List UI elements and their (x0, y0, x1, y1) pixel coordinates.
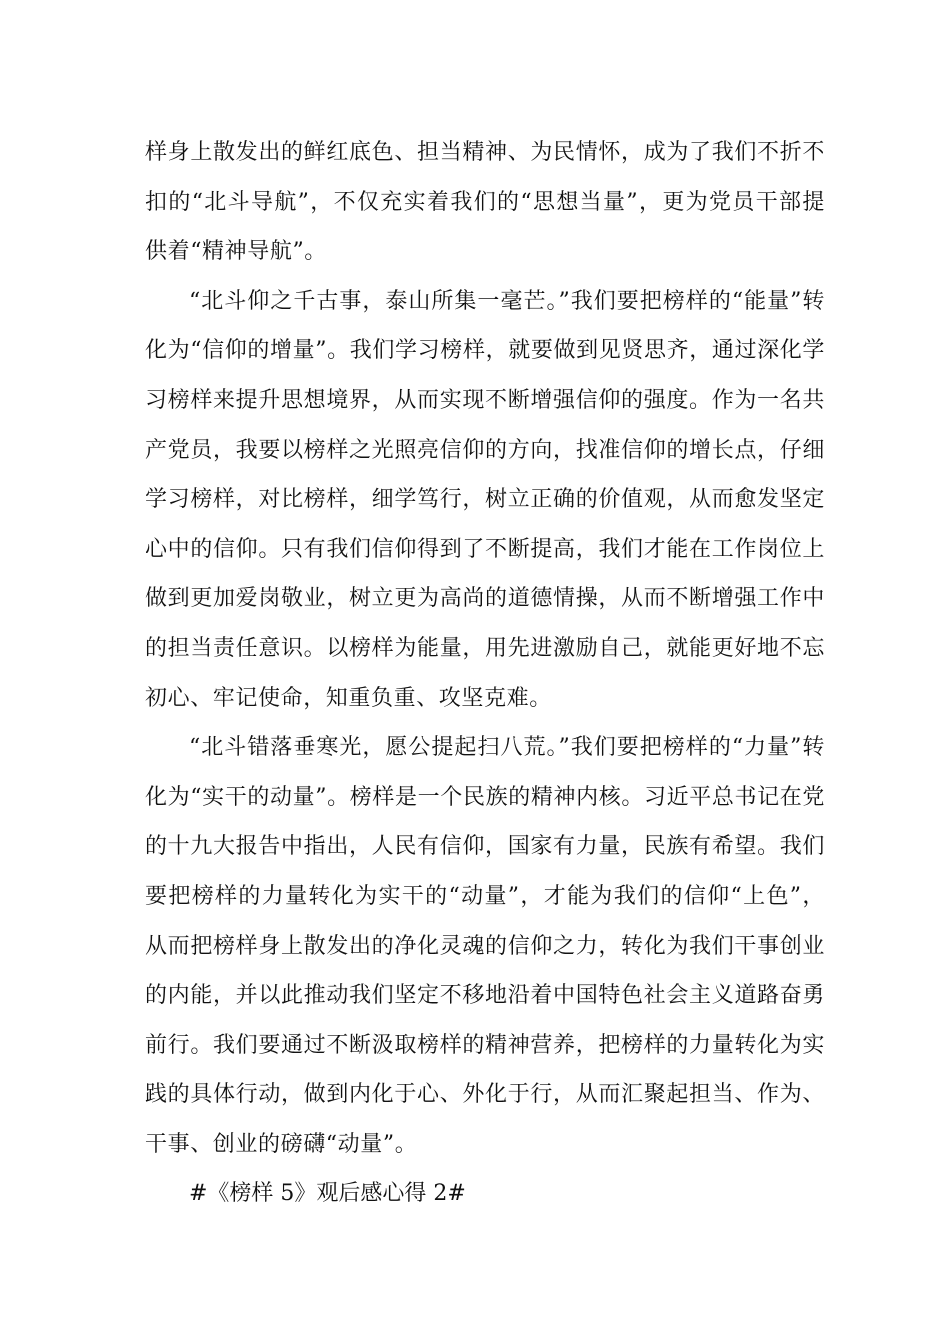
paragraph-3: “北斗错落垂寒光，愿公提起扫八荒。”我们要把榜样的“力量”转化为“实干的动量”。榜样是一个民族的精神内核。习近平总书记在党的十九大报告中指出，人民有信仰，国家有力量，民族有希望。我们要把榜样的力量转化为实干的“动量”，才能为我们的信仰“上色”，从而把榜样身上散发出的净化灵魂的信仰之力，转化为我们干事创业的内能，并以此推动我们坚定不移地沿着中国特色社会主义道路奋勇前行。我们要通过不断汲取榜样的精神营养，把榜样的力量转化为实践的具体行动，做到内化于心、外化于行，从而汇聚起担当、作为、干事、创业的磅礴“动量”。 (145, 735, 825, 1157)
paragraph-1: 样身上散发出的鲜红底色、担当精神、为民情怀，成为了我们不折不扣的“北斗导航”，不仅充实着我们的“思想当量”，更为党员干部提供着“精神导航”。 (145, 140, 825, 265)
document-body (145, 128, 825, 1219)
paragraph-2: “北斗仰之千古事，泰山所集一毫芒。”我们要把榜样的“能量”转化为“信仰的增量”。我们学习榜样，就要做到见贤思齐，通过深化学习榜样来提升思想境界，从而实现不断增强信仰的强度。作为一名共产党员，我要以榜样之光照亮信仰的方向，找准信仰的增长点，仔细学习榜样，对比榜样，细学笃行，树立正确的价值观，从而愈发坚定心中的信仰。只有我们信仰得到了不断提高，我们才能在工作岗位上做到更加爱岗敬业，树立更为高尚的道德情操，从而不断增强工作中的担当责任意识。以榜样为能量，用先进激励自己，就能更好地不忘初心、牢记使命，知重负重、攻坚克难。 (145, 288, 825, 711)
section-heading: #《榜样 5》观后感心得 2# (189, 1181, 466, 1207)
